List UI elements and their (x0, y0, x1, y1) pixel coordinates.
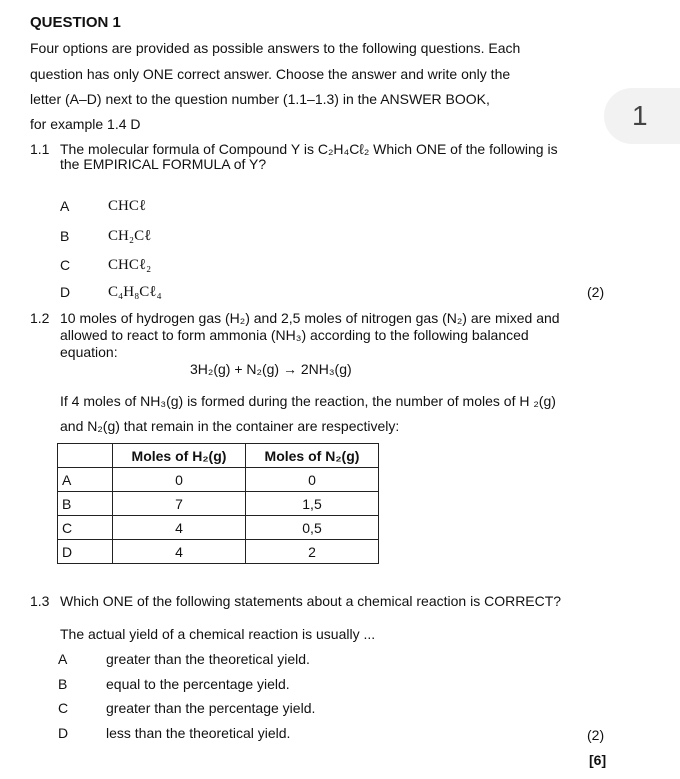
q11-option-formula: CHCℓ (108, 198, 147, 214)
intro-line-2: question has only ONE correct answer. Choose the answer and write only the (30, 66, 511, 82)
q13-lead: The actual yield of a chemical reaction is usually ... (60, 626, 376, 642)
q13-option-text: greater than the percentage yield. (106, 700, 316, 716)
q13-option-letter: C (58, 700, 69, 716)
q13-option-text: less than the theoretical yield. (106, 725, 291, 741)
q11-option-formula: C₄H₈Cℓ₄ (108, 284, 162, 300)
intro-line-4: for example 1.4 D (30, 116, 141, 132)
table-cell: B (58, 492, 113, 516)
q11-option-letter: A (60, 198, 70, 214)
intro-line-1: Four options are provided as possible answers to the following questions. Each (30, 40, 521, 56)
table-cell: 4 (113, 516, 246, 540)
table-cell: 0,5 (246, 516, 379, 540)
q13-number: 1.3 (30, 593, 50, 609)
q13-option-letter: A (58, 651, 68, 667)
table-header (58, 444, 113, 468)
table-cell: 1,5 (246, 492, 379, 516)
q12-line-1: 10 moles of hydrogen gas (H₂) and 2,5 moles of nitrogen gas (N₂) are mixed and (60, 310, 560, 326)
q12-prompt-2: and N₂(g) that remain in the container are respectively: (60, 418, 400, 434)
q11-option-letter: C (60, 257, 71, 273)
table-cell: 4 (113, 540, 246, 564)
q11-option-formula: CH₂Cℓ (108, 228, 152, 244)
page-number: 1 (632, 100, 648, 131)
q13-option-text: equal to the percentage yield. (106, 676, 290, 692)
q13-option-text: greater than the theoretical yield. (106, 651, 310, 667)
table-cell: 0 (246, 468, 379, 492)
intro-line-3: letter (A–D) next to the question number (1.1–1.3) in the ANSWER BOOK, (30, 91, 490, 107)
q12-number: 1.2 (30, 310, 50, 326)
table-header: Moles of H₂(g) (113, 444, 246, 468)
q11-line-2: the EMPIRICAL FORMULA of Y? (60, 156, 267, 172)
table-row (58, 516, 379, 540)
table-row (58, 540, 379, 564)
q12-line-2: allowed to react to form ammonia (NH₃) according to the following balanced (60, 327, 529, 343)
table-row (58, 492, 379, 516)
table-header: Moles of N₂(g) (246, 444, 379, 468)
q11-number: 1.1 (30, 141, 50, 157)
q11-option-formula: CHCℓ₂ (108, 257, 152, 273)
q11-line-1: The molecular formula of Compound Y is C₂H₄Cℓ₂ Which ONE of the following is (60, 141, 558, 157)
q13-option-letter: D (58, 725, 69, 741)
answer-table (57, 443, 379, 564)
q12-line-3: equation: (60, 344, 118, 360)
q13-option-letter: B (58, 676, 68, 692)
table-cell: A (58, 468, 113, 492)
q11-option-letter: D (60, 284, 71, 300)
q13-stem: Which ONE of the following statements about a chemical reaction is CORRECT? (60, 593, 562, 609)
table-header-row (58, 444, 379, 468)
table-cell: D (58, 540, 113, 564)
question-total: [6] (589, 752, 607, 768)
table-cell: 2 (246, 540, 379, 564)
q12-prompt-1: If 4 moles of NH₃(g) is formed during the reaction, the number of moles of H ₂(g) (60, 393, 556, 409)
table-row (58, 468, 379, 492)
q11-option-letter: B (60, 228, 70, 244)
table-cell: 7 (113, 492, 246, 516)
q12-equation: 3H₂(g) + N₂(g) → 2NH₃(g) (190, 361, 352, 377)
question-title: QUESTION 1 (30, 14, 121, 31)
table-cell: 0 (113, 468, 246, 492)
q11-marks: (2) (587, 284, 605, 300)
table-cell: C (58, 516, 113, 540)
q13-marks: (2) (587, 727, 605, 743)
